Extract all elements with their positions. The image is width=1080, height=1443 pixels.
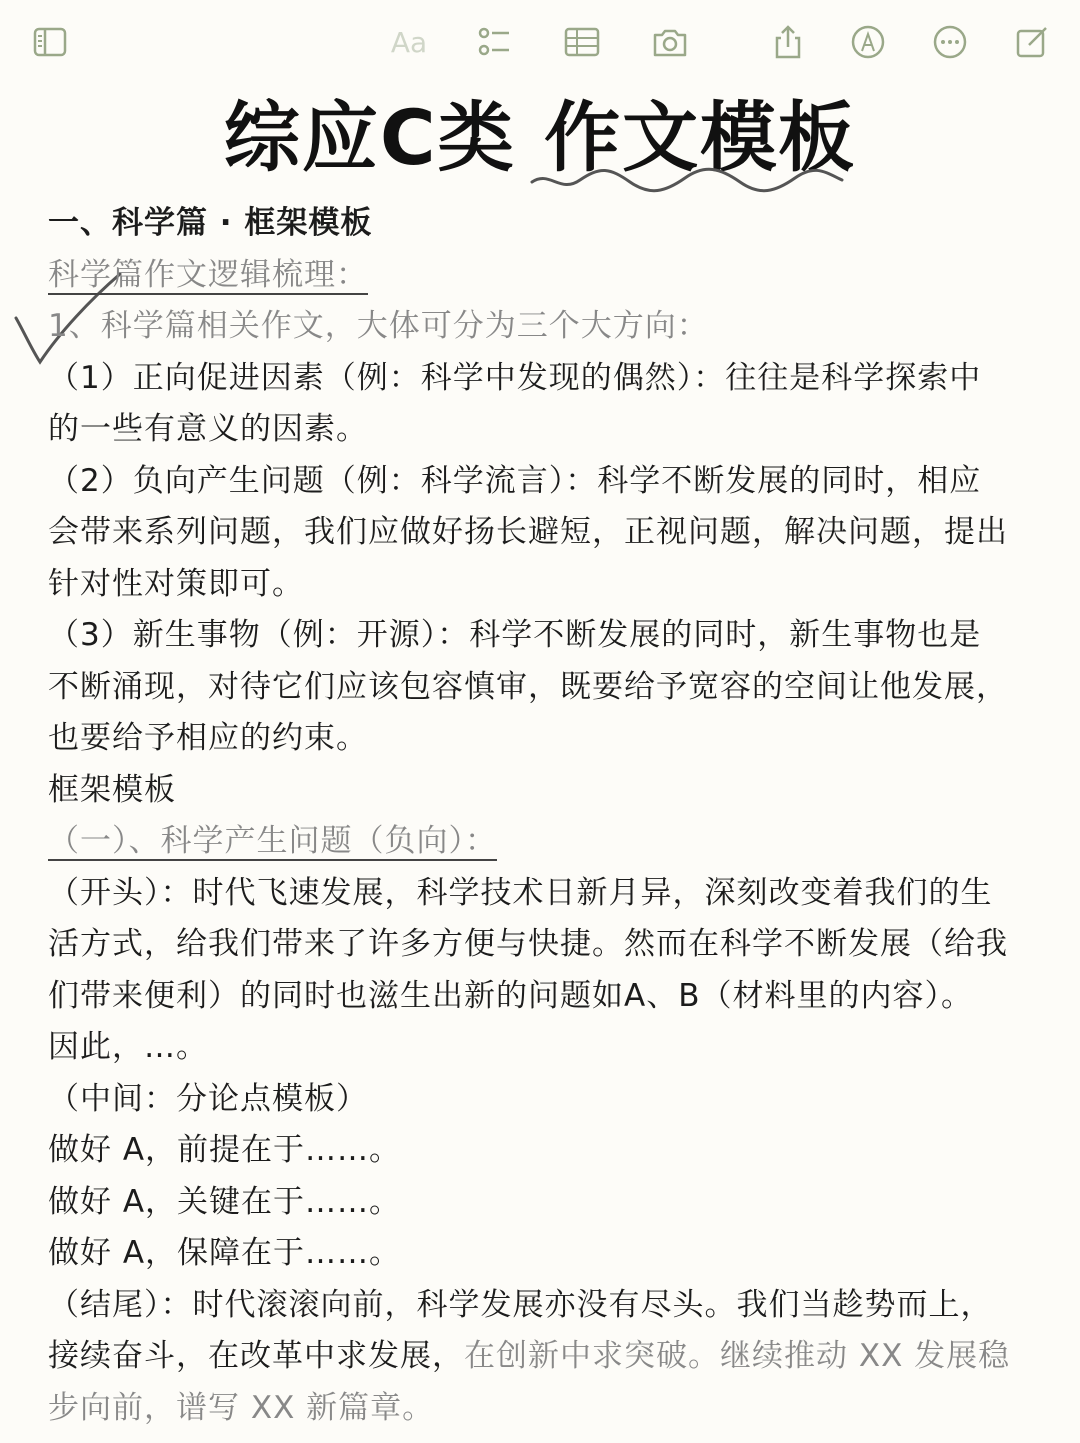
- subheading: 科学篇作文逻辑梳理：: [48, 256, 368, 293]
- text-format-icon[interactable]: [387, 20, 431, 64]
- opening-line: （开头）：时代飞速发展，科学技术日新月异，深刻改变着我们的生: [48, 874, 993, 911]
- share-icon[interactable]: [766, 20, 810, 64]
- markup-icon[interactable]: [846, 20, 890, 64]
- camera-icon[interactable]: [648, 20, 692, 64]
- para-line: （1）正向促进因素（例：科学中发现的偶然）：往往是科学探索中: [48, 359, 982, 396]
- point-line: 做好 A，保障在于……。: [48, 1235, 402, 1271]
- page-title: 综应C类 作文模板: [223, 93, 857, 182]
- framework-label: 框架模板: [48, 771, 176, 808]
- format-label: Aa: [390, 25, 428, 59]
- more-icon[interactable]: [928, 20, 972, 64]
- table-icon[interactable]: [560, 20, 604, 64]
- squiggle-underline: [530, 160, 850, 200]
- para-line: 会带来系列问题，我们应做好扬长避短，正视问题，解决问题，提出: [48, 514, 1008, 550]
- para-line: 的一些有意义的因素。: [48, 411, 368, 447]
- para-line: （3）新生事物（例：开源）：科学不断发展的同时，新生事物也是: [48, 617, 982, 653]
- opening-line: 因此，…。: [48, 1029, 208, 1065]
- middle-label: （中间：分论点模板）: [48, 1080, 368, 1117]
- ending-line: 接续奋斗，在改革中求发展，在创新中求突破。继续推动 XX 发展稳: [48, 1338, 1011, 1374]
- note-body[interactable]: [48, 198, 1038, 1434]
- point-line: 做好 A，关键在于……。: [48, 1183, 402, 1220]
- opening-line: 活方式，给我们带来了许多方便与快捷。然而在科学不断发展（给我: [48, 926, 1008, 962]
- sub-heading-1: （一）、科学产生问题（负向）：: [48, 823, 497, 859]
- opening-line: 们带来便利）的同时也滋生出新的问题如A、B（材料里的内容）。: [48, 977, 973, 1014]
- checklist-icon[interactable]: [472, 20, 516, 64]
- point-line: 做好 A，前提在于……。: [48, 1132, 402, 1168]
- toolbar: [0, 0, 1080, 84]
- ending-line: （结尾）：时代滚滚向前，科学发展亦没有尽头。我们当趁势而上，: [48, 1286, 993, 1323]
- para-line: 不断涌现，对待它们应该包容慎审，既要给予宽容的空间让他发展，: [48, 668, 1008, 705]
- para-line: 针对性对策即可。: [48, 565, 304, 602]
- ending-line: 步向前，谱写 XX 新篇章。: [48, 1389, 435, 1426]
- sidebar-icon[interactable]: [28, 20, 72, 64]
- para-line: 也要给予相应的约束。: [48, 720, 368, 756]
- compose-icon[interactable]: [1010, 20, 1054, 64]
- section-heading: 一、科学篇 · 框架模板: [48, 205, 373, 241]
- intro-line: 1、科学篇相关作文，大体可分为三个大方向：: [48, 308, 709, 344]
- para-line: （2）负向产生问题（例：科学流言）：科学不断发展的同时，相应: [48, 462, 982, 499]
